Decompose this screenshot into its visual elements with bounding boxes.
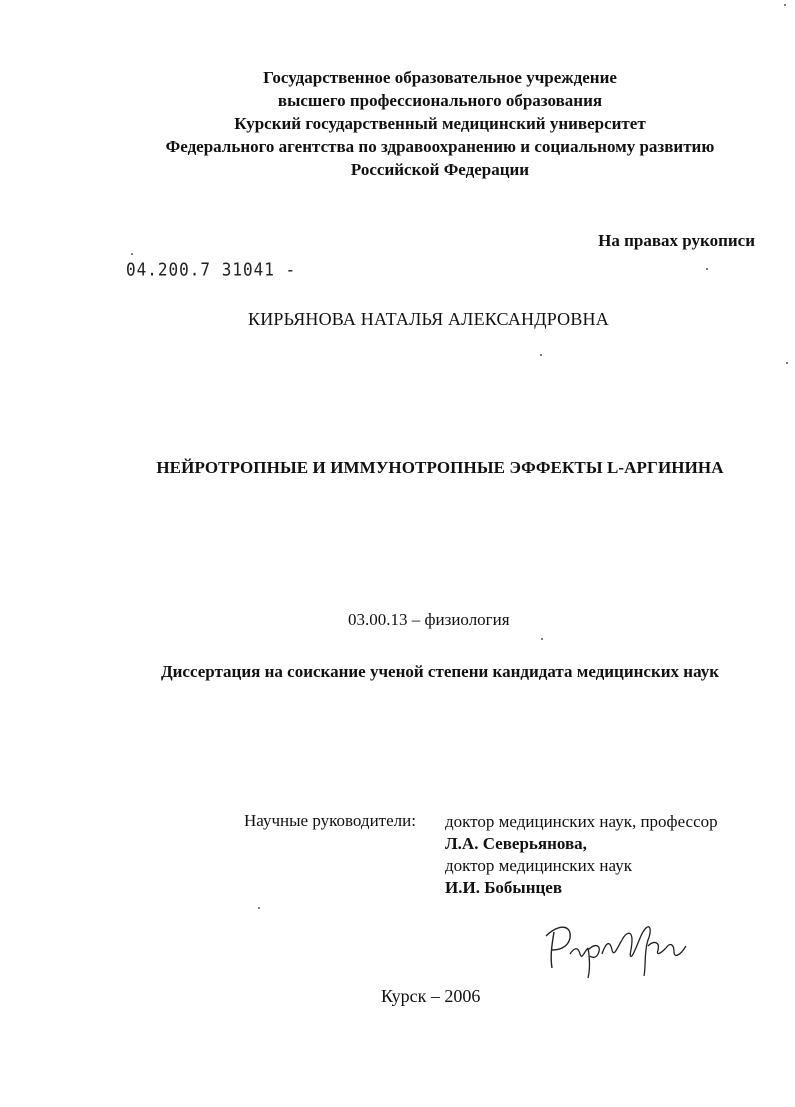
city-year: Курск – 2006 xyxy=(381,986,481,1006)
degree-statement: Диссертация на соискание ученой степени кандидата медицинских наук xyxy=(160,662,720,681)
scan-speck xyxy=(540,354,542,356)
scan-speck xyxy=(131,253,133,255)
supervisors-label: Научные руководители: xyxy=(244,811,416,830)
author-name: КИРЬЯНОВА НАТАЛЬЯ АЛЕКСАНДРОВНА xyxy=(248,309,609,329)
header-line-5: Российской Федерации xyxy=(350,160,530,179)
scan-speck xyxy=(541,638,543,640)
dissertation-title: НЕЙРОТРОПНЫЕ И ИММУНОТРОПНЫЕ ЭФФЕКТЫ L-АРГИНИНА xyxy=(156,458,724,477)
scan-speck xyxy=(784,4,786,6)
scan-speck xyxy=(258,907,260,909)
archive-number: 04.200.7 31041 - xyxy=(126,259,297,280)
institution-header xyxy=(0,66,795,181)
supervisor-1-degree: доктор медицинских наук, профессор xyxy=(445,812,718,831)
header-line-3: Курский государственный медицинский университет xyxy=(234,114,646,133)
header-line-4: Федерального агентства по здравоохранению и социальному развитию xyxy=(165,137,715,156)
header-line-2: высшего профессионального образования xyxy=(277,91,603,110)
supervisors-list xyxy=(445,811,718,899)
scan-speck xyxy=(786,362,788,364)
supervisor-2-name: И.И. Бобынцев xyxy=(445,878,563,897)
scan-speck xyxy=(706,268,708,270)
supervisor-1-name: Л.А. Северьянова, xyxy=(445,834,587,853)
archive-number-text: 04.200.7 31041 xyxy=(126,259,275,280)
supervisor-2-degree: доктор медицинских наук xyxy=(445,856,632,875)
handwritten-signature xyxy=(540,910,700,980)
header-line-1: Государственное образовательное учреждение xyxy=(263,68,617,87)
manuscript-note: На правах рукописи xyxy=(598,231,755,250)
specialty-code: 03.00.13 – физиология xyxy=(348,610,510,629)
